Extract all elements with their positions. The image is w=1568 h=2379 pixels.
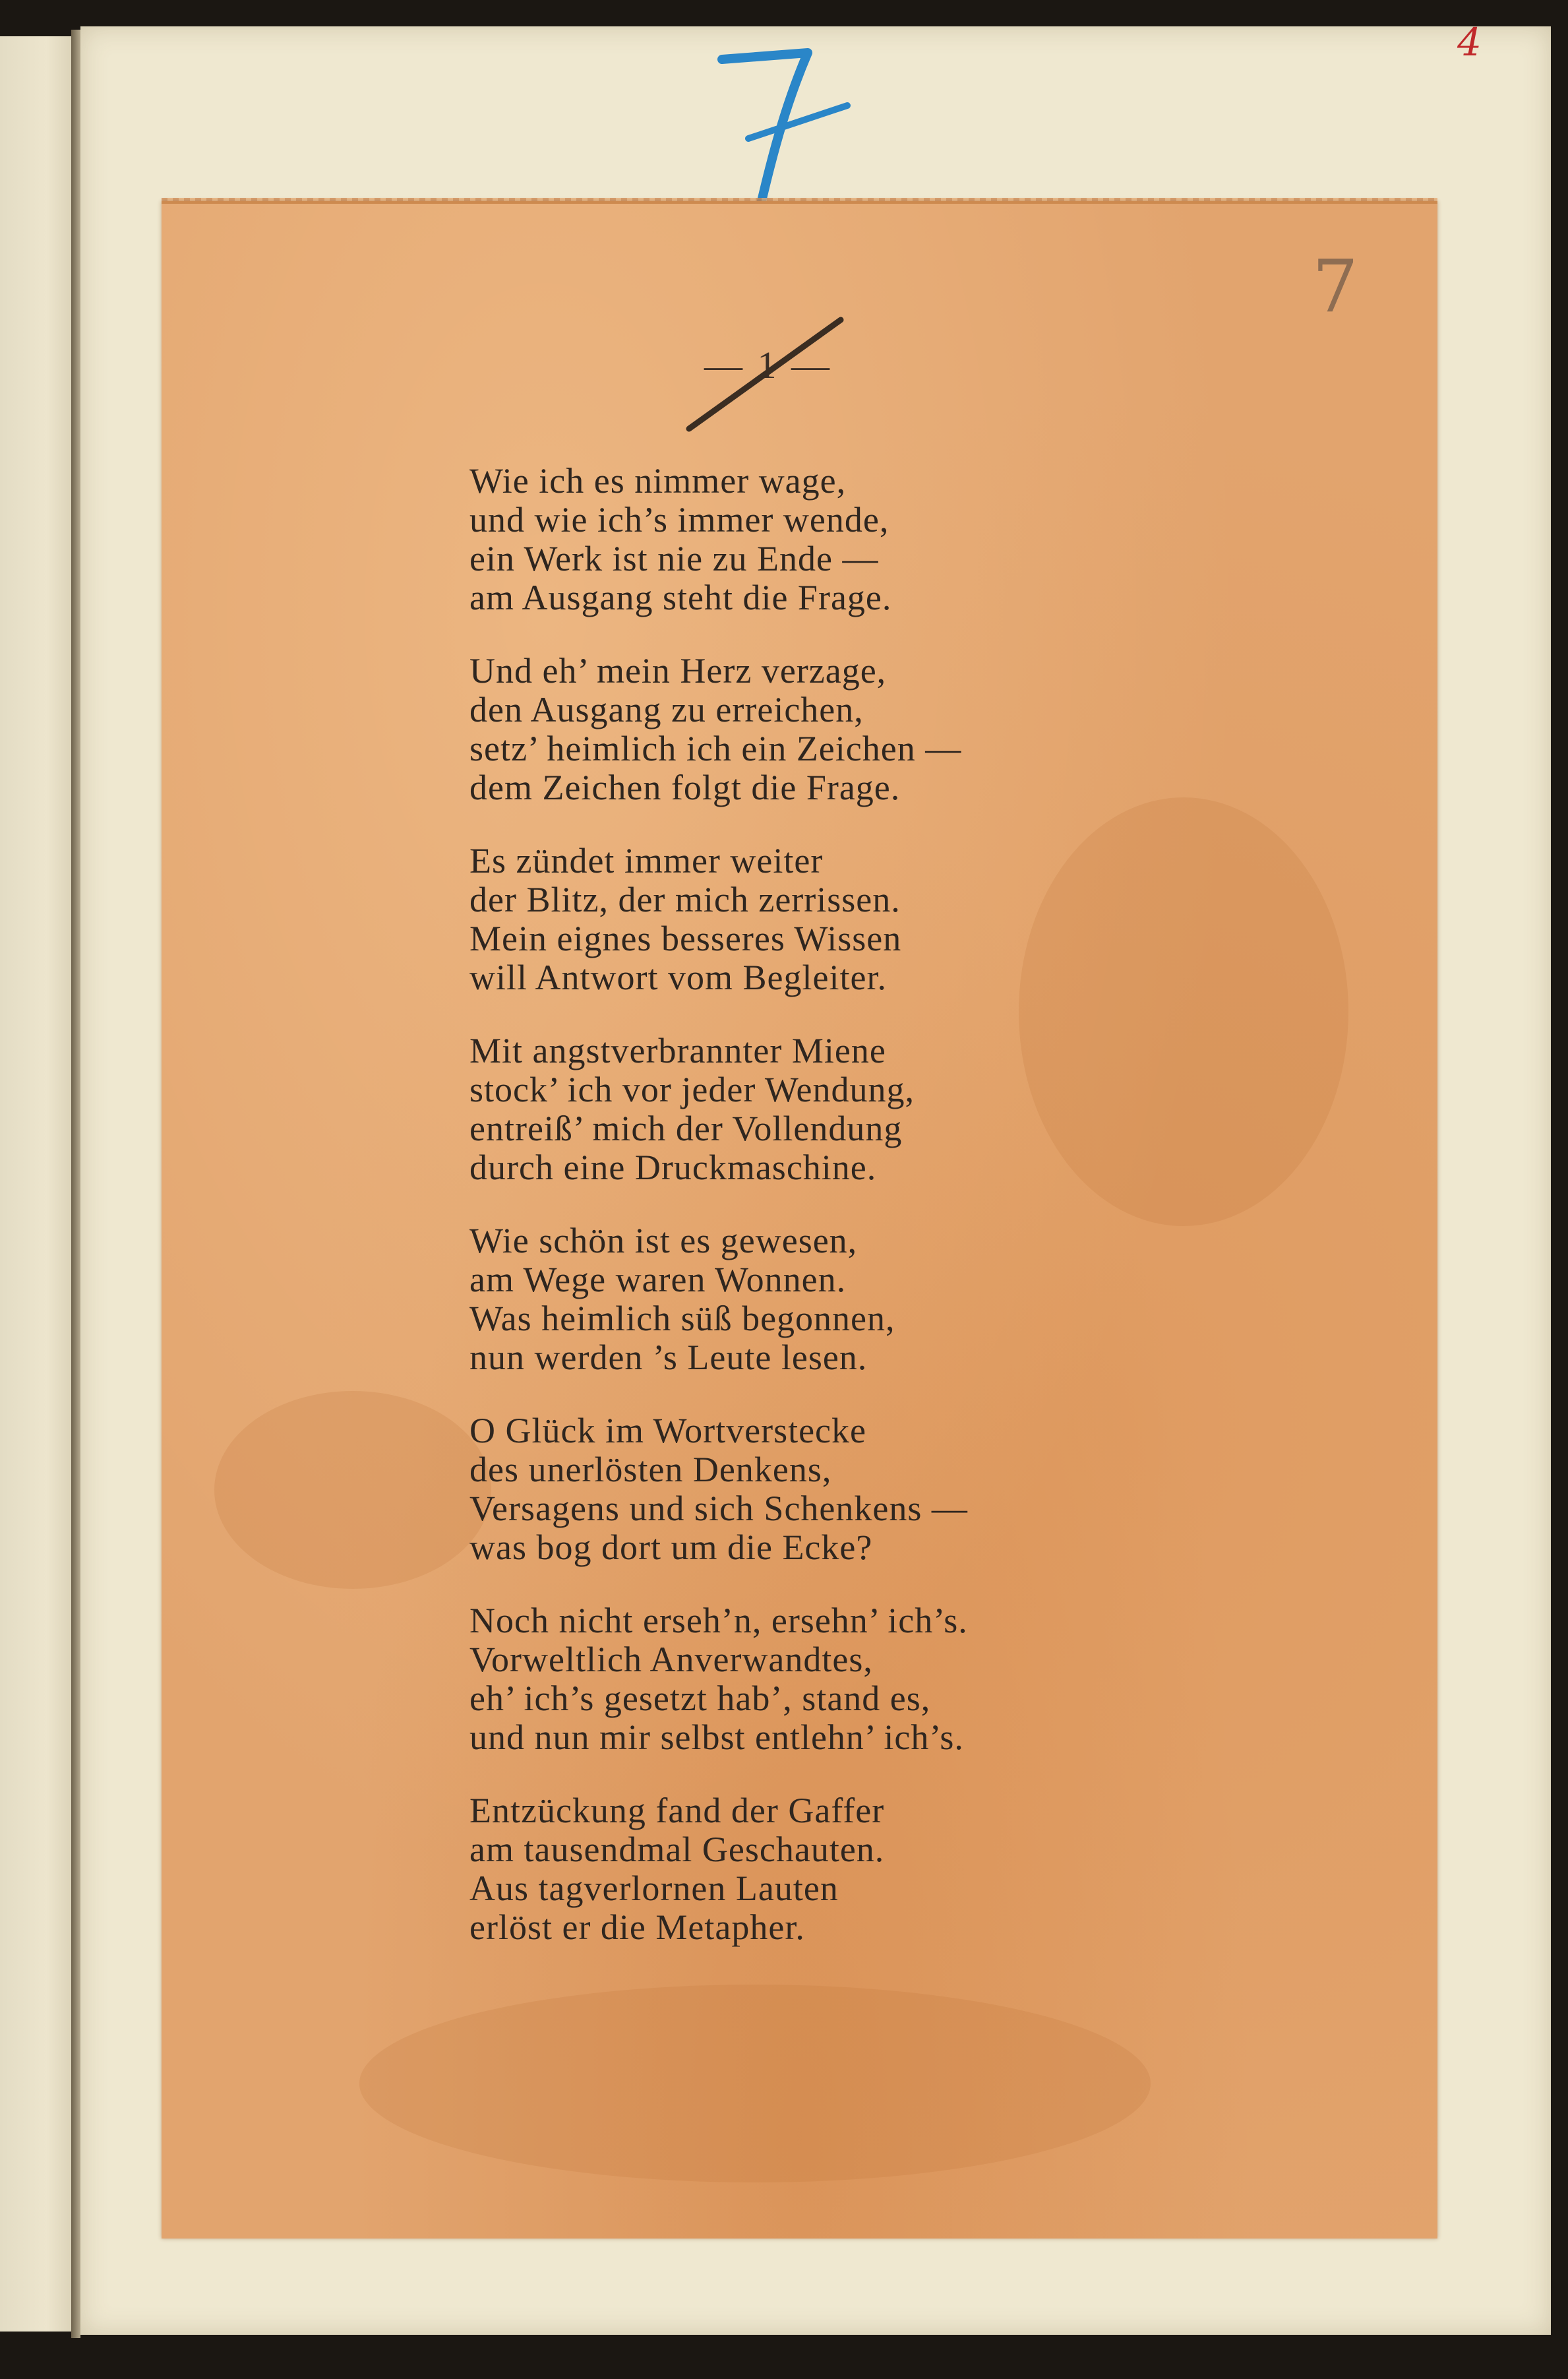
poem-line: ein Werk ist nie zu Ende —	[469, 539, 879, 578]
poem-text	[469, 462, 1129, 1981]
poem-line: O Glück im Wortverstecke	[469, 1411, 866, 1450]
poem-line: Es zündet immer weiter	[469, 841, 824, 881]
stanza	[469, 1791, 1129, 1947]
stanza	[469, 842, 1129, 997]
blue-folio-mark	[709, 40, 854, 211]
poem-line: durch eine Druckmaschine.	[469, 1148, 877, 1187]
poem-line: nun werden ’s Leute lesen.	[469, 1338, 868, 1377]
poem-line: und nun mir selbst entlehn’ ich’s.	[469, 1717, 964, 1757]
stanza	[469, 462, 1129, 617]
poem-line: Mein eignes besseres Wissen	[469, 919, 902, 958]
poem-line: eh’ ich’s gesetzt hab’, stand es,	[469, 1679, 931, 1718]
paper-stain	[359, 1985, 1151, 2182]
poem-line: der Blitz, der mich zerrissen.	[469, 880, 901, 919]
poem-line: Wie ich es nimmer wage,	[469, 461, 847, 501]
poem-line: dem Zeichen folgt die Frage.	[469, 768, 901, 807]
poem-line: setz’ heimlich ich ein Zeichen —	[469, 729, 962, 768]
book-gutter	[71, 30, 80, 2338]
poem-line: stock’ ich vor jeder Wendung,	[469, 1070, 915, 1109]
poem-line: Vorweltlich Anverwandtes,	[469, 1640, 873, 1679]
left-page-edge	[0, 36, 78, 2332]
stanza	[469, 1411, 1129, 1567]
poem-line: am Wege waren Wonnen.	[469, 1260, 847, 1299]
poem-line: Was heimlich süß begonnen,	[469, 1299, 895, 1338]
poem-line: was bog dort um die Ecke?	[469, 1528, 873, 1567]
pencil-number: 7	[1312, 244, 1358, 328]
poem-line: am tausendmal Geschauten.	[469, 1830, 885, 1869]
pencil-strike-mark	[682, 310, 854, 442]
poem-line: erlöst er die Metapher.	[469, 1907, 805, 1947]
stanza	[469, 1032, 1129, 1187]
poem-line: am Ausgang steht die Frage.	[469, 578, 892, 617]
poem-line: entreiß’ mich der Vollendung	[469, 1109, 903, 1148]
poem-line: des unerlösten Denkens,	[469, 1450, 832, 1489]
poem-line: Aus tagverlornen Lauten	[469, 1869, 839, 1908]
poem-line: Mit angstverbrannter Miene	[469, 1031, 886, 1070]
poem-line: Noch nicht erseh’n, ersehn’ ich’s.	[469, 1601, 968, 1640]
poem-line: will Antwort vom Begleiter.	[469, 958, 887, 997]
poem-line: und wie ich’s immer wende,	[469, 500, 890, 540]
stanza	[469, 1601, 1129, 1757]
red-folio-number: 4	[1457, 20, 1482, 65]
paper-stain	[214, 1391, 491, 1589]
poem-line: Entzückung fand der Gaffer	[469, 1791, 885, 1830]
poem-line: Wie schön ist es gewesen,	[469, 1221, 858, 1260]
stanza	[469, 1221, 1129, 1377]
poem-line: Und eh’ mein Herz verzage,	[469, 651, 887, 691]
stanza	[469, 652, 1129, 807]
printed-page-number: — 1 —	[704, 344, 832, 386]
poem-line: den Ausgang zu erreichen,	[469, 690, 864, 729]
poem-line: Versagens und sich Schenkens —	[469, 1489, 968, 1528]
